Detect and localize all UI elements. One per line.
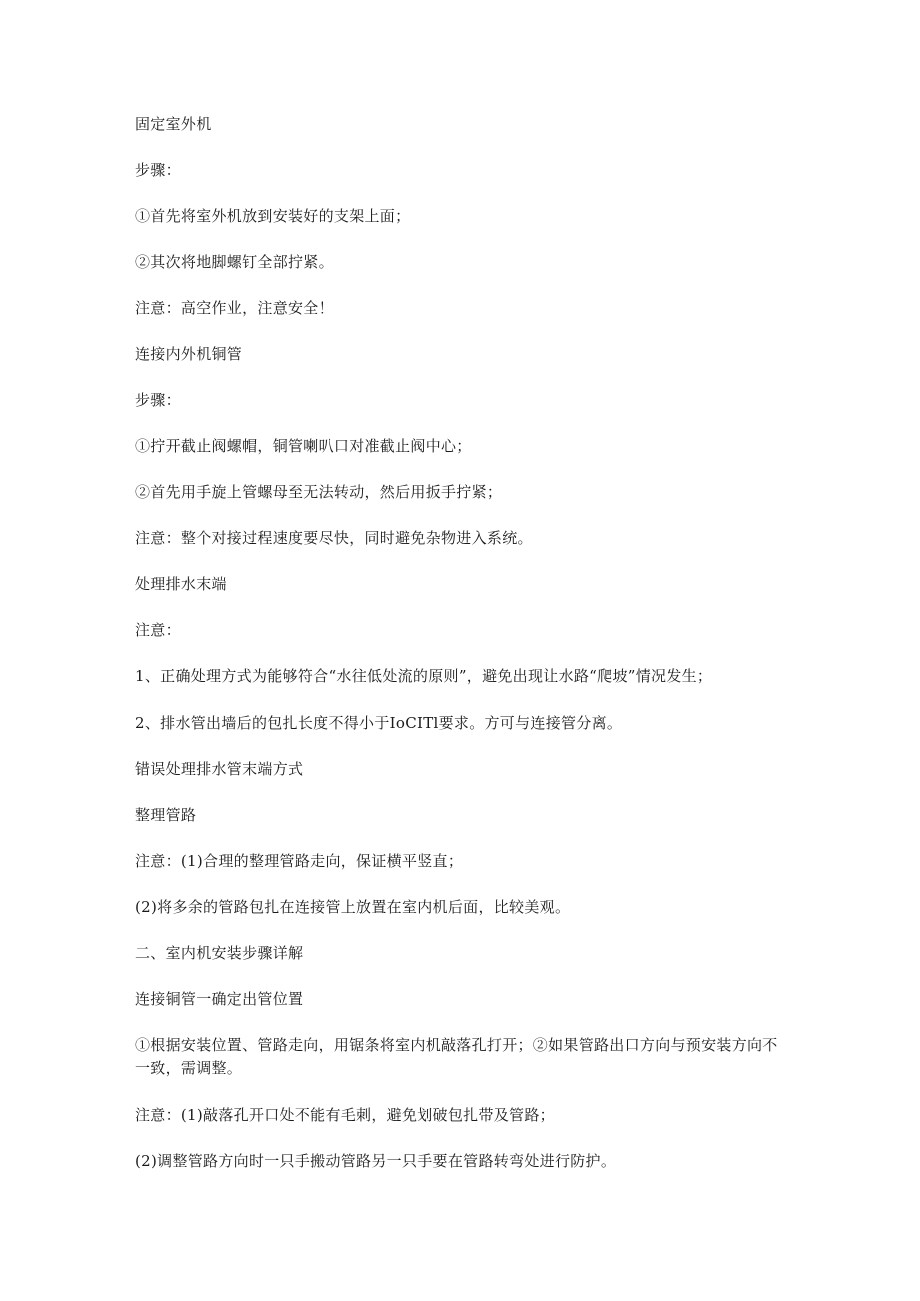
section-heading-pipe-position: 连接铜管一确定出管位置	[135, 990, 304, 1008]
note-label: 注意：	[135, 621, 181, 639]
note-text: 注意：(1)敲落孔开口处不能有毛刺，避免划破包扎带及管路；	[135, 1106, 555, 1124]
note-item: 2、排水管出墙后的包扎长度不得小于IoCITl要求。方可与连接管分离。	[135, 714, 623, 732]
steps-label: 步骤：	[135, 161, 181, 179]
note-text: 注意：(1)合理的整理管路走向，保证横平竖直；	[135, 852, 464, 870]
note-text: 注意：高空作业，注意安全！	[135, 299, 334, 317]
section-heading-indoor-unit: 二、室内机安装步骤详解	[135, 944, 304, 962]
step-item: ②首先用手旋上管螺母至无法转动，然后用扳手拧紧；	[135, 483, 503, 501]
steps-label: 步骤：	[135, 391, 181, 409]
note-item: (2)调整管路方向时一只手搬动管路另一只手要在管路转弯处进行防护。	[135, 1152, 617, 1170]
step-item: ②其次将地脚螺钉全部拧紧。	[135, 253, 334, 271]
section-heading-arrange-pipes: 整理管路	[135, 806, 197, 824]
step-item: ①根据安装位置、管路走向，用锯条将室内机敲落孔打开；②如果管路出口方向与预安装方向不一致，需调整。	[135, 1036, 778, 1077]
section-heading-wrong-drain: 错误处理排水管末端方式	[135, 760, 304, 778]
step-item: ①首先将室外机放到安装好的支架上面；	[135, 207, 411, 225]
note-text: 注意：整个对接过程速度要尽快，同时避免杂物进入系统。	[135, 529, 533, 547]
section-heading-connect-copper-pipe: 连接内外机铜管	[135, 345, 243, 363]
note-item: 1、正确处理方式为能够符合“水往低处流的原则”，避免出现让水路“爬坡”情况发生；	[135, 667, 713, 685]
section-heading-fix-outdoor-unit: 固定室外机	[135, 115, 212, 133]
section-heading-drain-end: 处理排水末端	[135, 575, 227, 593]
step-item: ①拧开截止阀螺帽，铜管喇叭口对准截止阀中心；	[135, 437, 472, 455]
document-body	[135, 113, 785, 1196]
note-item: (2)将多余的管路包扎在连接管上放置在室内机后面，比较美观。	[135, 898, 571, 916]
